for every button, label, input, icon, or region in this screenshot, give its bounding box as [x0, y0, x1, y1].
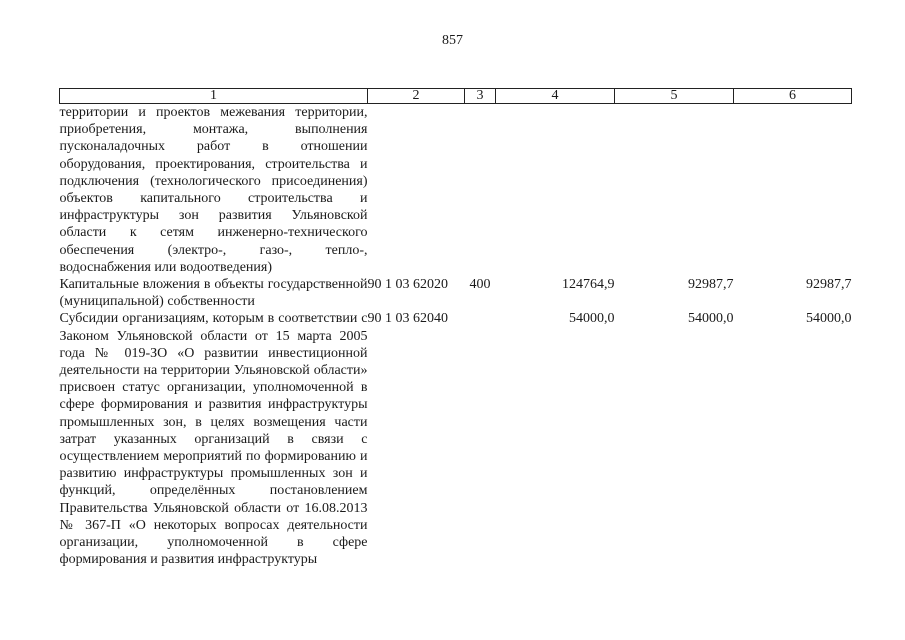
row-value-col4: 54000,0 [569, 311, 615, 327]
row-description: Субсидии организациям, которым в соответствии с Законом Ульяновской области от 15 марта 2005 года № 019-ЗО «О развитии инвестиционной деятельности на территории Ульяновской области» присвоен статус организации, уполномоченной в сфере формирования и развития инфраструктуры промышленных зон, в целях возмещения части затрат указанных организаций в связи с осуществлением мероприятий по формированию и развитию инфраструктуры промышленных зон и функций, определённых постановлением Правительства Ульяновской области от 16.08.2013 № 367-П «О некоторых вопросах деятельности организации, уполномоченной в сфере формирования и развития инфраструктуры [59, 311, 368, 568]
budget-table [59, 88, 852, 568]
row-description: территории и проектов межевания территории, приобретения, монтажа, выполнения пусконаладочных работ в отношении оборудования, проектирования, строительства и подключения (технологического присоединения) объектов капитального строительства и инфраструктуры зон развития Ульяновской области к сетям инженерно-технического обеспечения (электро-, газо-, тепло-, водоснабжения или водоотведения) [59, 105, 368, 275]
row-expense-type [465, 310, 496, 568]
row-code [368, 104, 465, 277]
row-value-col4: 124764,9 [562, 277, 615, 293]
column-number-2: 2 [368, 89, 465, 104]
row-value-col5: 54000,0 [688, 311, 734, 327]
column-number-4: 4 [496, 89, 615, 104]
row-value-col6: 92987,7 [806, 277, 852, 293]
row-value-col6 [734, 104, 852, 277]
row-value-col6: 54000,0 [806, 311, 852, 327]
row-code: 90 1 03 62020 [367, 277, 448, 293]
column-number-row [60, 89, 852, 104]
row-description: Капитальные вложения в объекты государственной (муниципальной) собственности [59, 277, 368, 310]
row-value-col5 [615, 104, 734, 277]
table-row [60, 310, 852, 568]
table-row [60, 276, 852, 310]
page-number: 857 [442, 33, 463, 48]
row-expense-type: 400 [469, 277, 491, 293]
column-number-6: 6 [734, 89, 852, 104]
table-row [60, 104, 852, 277]
row-value-col5: 92987,7 [688, 277, 734, 293]
row-expense-type [465, 104, 496, 277]
row-value-col4 [496, 104, 615, 277]
column-number-5: 5 [615, 89, 734, 104]
row-code: 90 1 03 62040 [367, 311, 448, 327]
column-number-3: 3 [465, 89, 496, 104]
column-number-1: 1 [60, 89, 368, 104]
